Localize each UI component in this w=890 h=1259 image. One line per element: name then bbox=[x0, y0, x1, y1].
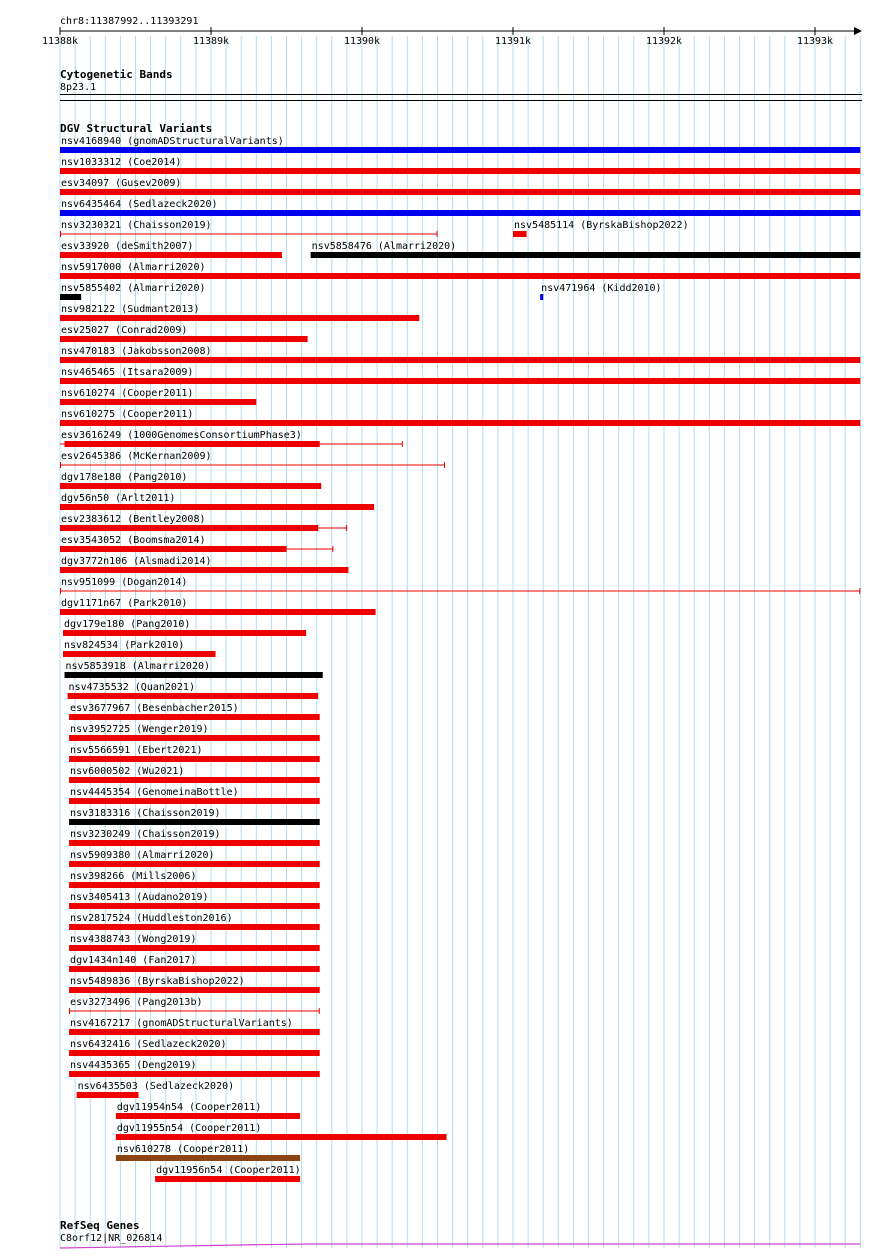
dgv-feature-label: dgv1171n67 (Park2010) bbox=[61, 598, 188, 609]
dgv-feature-bar[interactable] bbox=[116, 1134, 447, 1140]
dgv-feature-bar[interactable] bbox=[69, 987, 320, 993]
dgv-feature-label: nsv5858476 (Almarri2020) bbox=[311, 241, 457, 252]
dgv-feature[interactable] bbox=[60, 304, 419, 321]
dgv-feature[interactable] bbox=[69, 934, 320, 951]
refseq-gene-label[interactable]: C8orf12|NR_026814 bbox=[60, 1233, 163, 1244]
dgv-feature[interactable] bbox=[116, 1102, 300, 1119]
dgv-feature[interactable] bbox=[69, 1018, 320, 1035]
coordinate-label: chr8:11387992..11393291 bbox=[60, 16, 199, 27]
dgv-feature[interactable] bbox=[69, 871, 320, 888]
dgv-feature-bar[interactable] bbox=[69, 798, 320, 804]
ruler-track bbox=[42, 16, 862, 47]
dgv-feature-label: nsv6432416 (Sedlazeck2020) bbox=[70, 1039, 227, 1050]
dgv-feature-label: esv3616249 (1000GenomesConsortiumPhase3) bbox=[61, 430, 302, 441]
dgv-feature[interactable] bbox=[68, 682, 319, 699]
dgv-feature-bar[interactable] bbox=[60, 273, 860, 279]
dgv-feature-bar[interactable] bbox=[60, 315, 419, 321]
dgv-feature-label: esv25027 (Conrad2009) bbox=[61, 325, 188, 336]
dgv-feature-bar[interactable] bbox=[69, 819, 320, 825]
dgv-feature-label: nsv3952725 (Wenger2019) bbox=[70, 724, 209, 735]
dgv-feature-label: nsv471964 (Kidd2010) bbox=[541, 283, 662, 294]
dgv-feature-label: nsv6435464 (Sedlazeck2020) bbox=[61, 199, 218, 210]
dgv-feature[interactable] bbox=[69, 976, 320, 993]
dgv-feature-bar[interactable] bbox=[311, 252, 861, 258]
dgv-feature[interactable] bbox=[60, 283, 206, 300]
dgv-feature[interactable] bbox=[60, 262, 860, 279]
dgv-feature-label: nsv470183 (Jakobsson2008) bbox=[61, 346, 212, 357]
dgv-feature[interactable] bbox=[69, 787, 320, 804]
dgv-feature-label: nsv4445354 (GenomeinaBottle) bbox=[70, 787, 239, 798]
dgv-feature-label: nsv5566591 (Ebert2021) bbox=[70, 745, 203, 756]
dgv-feature[interactable] bbox=[60, 178, 860, 195]
refseq-track bbox=[60, 1219, 860, 1248]
dgv-feature-label: esv2383612 (Bentley2008) bbox=[61, 514, 206, 525]
refseq-track-title: RefSeq Genes bbox=[60, 1219, 140, 1232]
dgv-feature[interactable] bbox=[60, 367, 860, 384]
dgv-feature-label: dgv3772n106 (Alsmadi2014) bbox=[61, 556, 212, 567]
dgv-feature-bar[interactable] bbox=[540, 294, 543, 300]
dgv-feature[interactable] bbox=[69, 997, 320, 1014]
dgv-features bbox=[60, 136, 860, 1182]
dgv-track bbox=[60, 122, 860, 1182]
dgv-feature[interactable] bbox=[69, 808, 320, 825]
dgv-feature[interactable] bbox=[69, 850, 320, 867]
dgv-feature-label: nsv5909380 (Almarri2020) bbox=[70, 850, 215, 861]
dgv-feature[interactable] bbox=[60, 388, 256, 405]
dgv-feature-label: nsv4435365 (Deng2019) bbox=[70, 1060, 197, 1071]
dgv-feature-label: nsv3230249 (Chaisson2019) bbox=[70, 829, 221, 840]
dgv-feature-bar[interactable] bbox=[60, 504, 374, 510]
dgv-feature[interactable] bbox=[513, 220, 689, 237]
dgv-feature[interactable] bbox=[60, 199, 860, 216]
dgv-feature-bar[interactable] bbox=[513, 231, 527, 237]
dgv-feature-bar[interactable] bbox=[155, 1176, 300, 1182]
dgv-feature-bar[interactable] bbox=[116, 1113, 300, 1119]
dgv-feature-bar[interactable] bbox=[60, 609, 376, 615]
dgv-feature[interactable] bbox=[60, 472, 321, 489]
dgv-feature[interactable] bbox=[60, 325, 308, 342]
ruler-tick-label: 11390k bbox=[343, 36, 381, 47]
dgv-feature[interactable] bbox=[116, 1123, 447, 1140]
dgv-feature-label: esv34097 (Gusev2009) bbox=[61, 178, 182, 189]
dgv-feature-label: esv3273496 (Pang2013b) bbox=[70, 997, 203, 1008]
dgv-feature[interactable] bbox=[60, 493, 374, 510]
dgv-feature-bar[interactable] bbox=[69, 840, 320, 846]
dgv-feature-bar[interactable] bbox=[69, 1029, 320, 1035]
dgv-feature[interactable] bbox=[60, 535, 333, 552]
dgv-feature[interactable] bbox=[60, 346, 860, 363]
dgv-feature-label: nsv3230321 (Chaisson2019) bbox=[61, 220, 212, 231]
dgv-feature-bar[interactable] bbox=[60, 336, 308, 342]
dgv-feature[interactable] bbox=[311, 241, 861, 258]
ruler-tick-label: 11391k bbox=[494, 36, 532, 47]
dgv-feature[interactable] bbox=[60, 220, 438, 237]
dgv-feature[interactable] bbox=[60, 577, 860, 594]
dgv-feature[interactable] bbox=[60, 409, 860, 426]
dgv-feature-bar[interactable] bbox=[69, 714, 320, 720]
dgv-feature-label: nsv3405413 (Audano2019) bbox=[70, 892, 209, 903]
ruler-tick-label: 11389k bbox=[192, 36, 230, 47]
dgv-feature[interactable] bbox=[116, 1144, 300, 1161]
dgv-feature[interactable] bbox=[60, 136, 860, 153]
dgv-feature-label: nsv610278 (Cooper2011) bbox=[116, 1144, 250, 1155]
dgv-feature[interactable] bbox=[69, 913, 320, 930]
dgv-feature-bar[interactable] bbox=[69, 1071, 320, 1077]
dgv-feature-label: esv3543052 (Boomsma2014) bbox=[61, 535, 206, 546]
dgv-feature-bar[interactable] bbox=[60, 420, 860, 426]
dgv-feature-label: nsv4168940 (gnomADStructuralVariants) bbox=[61, 136, 284, 147]
dgv-feature[interactable] bbox=[69, 724, 320, 741]
dgv-feature-bar[interactable] bbox=[116, 1155, 300, 1161]
dgv-feature-label: nsv610275 (Cooper2011) bbox=[61, 409, 194, 420]
dgv-feature[interactable] bbox=[60, 430, 403, 447]
dgv-feature-bar[interactable] bbox=[77, 1092, 139, 1098]
dgv-feature-bar[interactable] bbox=[63, 651, 216, 657]
dgv-feature-label: nsv398266 (Mills2006) bbox=[70, 871, 197, 882]
dgv-feature-bar[interactable] bbox=[60, 294, 81, 300]
dgv-feature[interactable] bbox=[69, 703, 320, 720]
dgv-feature-label: dgv178e180 (Pang2010) bbox=[61, 472, 188, 483]
dgv-feature-label: nsv5485114 (ByrskaBishop2022) bbox=[514, 220, 689, 231]
dgv-feature-bar[interactable] bbox=[60, 357, 860, 363]
dgv-feature[interactable] bbox=[69, 1039, 320, 1056]
ruler-tick-label: 11393k bbox=[796, 36, 834, 47]
dgv-feature-label: nsv1033312 (Coe2014) bbox=[61, 157, 182, 168]
dgv-feature-bar[interactable] bbox=[65, 441, 320, 447]
ruler-arrow-icon bbox=[854, 27, 862, 35]
dgv-feature-bar[interactable] bbox=[69, 1050, 320, 1056]
dgv-feature-label: dgv179e180 (Pang2010) bbox=[64, 619, 191, 630]
dgv-feature-bar[interactable] bbox=[69, 924, 320, 930]
dgv-feature[interactable] bbox=[69, 1060, 320, 1077]
dgv-feature-bar[interactable] bbox=[69, 966, 320, 972]
dgv-feature-bar[interactable] bbox=[60, 378, 860, 384]
dgv-feature-label: nsv824534 (Park2010) bbox=[64, 640, 185, 651]
dgv-feature[interactable] bbox=[69, 829, 320, 846]
dgv-feature-bar[interactable] bbox=[60, 399, 256, 405]
dgv-feature-label: nsv5489836 (ByrskaBishop2022) bbox=[70, 976, 245, 987]
dgv-feature-bar[interactable] bbox=[69, 777, 320, 783]
dgv-feature-bar[interactable] bbox=[69, 903, 320, 909]
dgv-feature-bar[interactable] bbox=[69, 861, 320, 867]
dgv-feature-label: nsv6435503 (Sedlazeck2020) bbox=[77, 1081, 235, 1092]
dgv-feature[interactable] bbox=[60, 241, 282, 258]
dgv-feature[interactable] bbox=[65, 661, 323, 678]
dgv-feature[interactable] bbox=[69, 745, 320, 762]
dgv-feature-bar[interactable] bbox=[60, 168, 860, 174]
dgv-feature[interactable] bbox=[63, 640, 216, 657]
dgv-feature-label: nsv951099 (Dogan2014) bbox=[61, 577, 188, 588]
dgv-feature[interactable] bbox=[69, 955, 320, 972]
dgv-feature-bar[interactable] bbox=[60, 525, 318, 531]
cytoband-label: 8p23.1 bbox=[60, 82, 97, 93]
dgv-feature-label: dgv11954n54 (Cooper2011) bbox=[116, 1102, 262, 1113]
dgv-feature[interactable] bbox=[60, 157, 860, 174]
dgv-feature-bar[interactable] bbox=[60, 483, 321, 489]
dgv-feature-label: nsv3183316 (Chaisson2019) bbox=[70, 808, 221, 819]
dgv-feature-bar[interactable] bbox=[60, 567, 348, 573]
dgv-feature-label: esv3677967 (Besenbacher2015) bbox=[70, 703, 239, 714]
dgv-feature-label: nsv4167217 (gnomADStructuralVariants) bbox=[70, 1018, 293, 1029]
dgv-feature-bar[interactable] bbox=[60, 147, 860, 153]
cytoband-track-title: Cytogenetic Bands bbox=[60, 68, 173, 81]
dgv-feature[interactable] bbox=[60, 598, 376, 615]
dgv-feature-label: esv2645386 (McKernan2009) bbox=[61, 451, 212, 462]
dgv-feature-label: dgv1434n140 (Fan2017) bbox=[70, 955, 197, 966]
dgv-track-title: DGV Structural Variants bbox=[60, 122, 213, 135]
dgv-feature-label: dgv11955n54 (Cooper2011) bbox=[116, 1123, 262, 1134]
dgv-feature[interactable] bbox=[60, 514, 347, 531]
dgv-feature-bar[interactable] bbox=[69, 945, 320, 951]
dgv-feature[interactable] bbox=[69, 892, 320, 909]
dgv-feature-bar[interactable] bbox=[60, 210, 860, 216]
dgv-feature-label: nsv4388743 (Wong2019) bbox=[70, 934, 197, 945]
dgv-feature-label: dgv11956n54 (Cooper2011) bbox=[156, 1165, 301, 1176]
dgv-feature-label: nsv2817524 (Huddleston2016) bbox=[70, 913, 233, 924]
ruler-tick-label: 11392k bbox=[645, 36, 683, 47]
dgv-feature-label: nsv5917000 (Almarri2020) bbox=[61, 262, 206, 273]
dgv-feature-bar[interactable] bbox=[68, 693, 319, 699]
dgv-feature-label: nsv4735532 (Quan2021) bbox=[68, 682, 195, 693]
dgv-feature-label: nsv6000502 (Wu2021) bbox=[70, 766, 185, 777]
dgv-feature[interactable] bbox=[155, 1165, 301, 1182]
dgv-feature[interactable] bbox=[63, 619, 306, 636]
dgv-feature-label: dgv56n50 (Arlt2011) bbox=[61, 493, 176, 504]
dgv-feature-label: nsv5855402 (Almarri2020) bbox=[61, 283, 206, 294]
dgv-feature-bar[interactable] bbox=[69, 882, 320, 888]
dgv-feature-bar[interactable] bbox=[69, 756, 320, 762]
dgv-feature-bar[interactable] bbox=[69, 735, 320, 741]
dgv-feature[interactable] bbox=[60, 556, 348, 573]
dgv-feature-label: nsv465465 (Itsara2009) bbox=[61, 367, 194, 378]
dgv-feature-label: nsv982122 (Sudmant2013) bbox=[61, 304, 200, 315]
dgv-feature-label: nsv5853918 (Almarri2020) bbox=[65, 661, 211, 672]
dgv-feature-bar[interactable] bbox=[60, 546, 287, 552]
dgv-feature[interactable] bbox=[60, 451, 445, 468]
dgv-feature-bar[interactable] bbox=[63, 630, 306, 636]
refseq-gene-feature[interactable] bbox=[60, 1244, 860, 1248]
dgv-feature-bar[interactable] bbox=[60, 189, 860, 195]
dgv-feature-bar[interactable] bbox=[60, 252, 282, 258]
ruler-tick-label: 11388k bbox=[41, 36, 79, 47]
dgv-feature-label: esv33920 (deSmith2007) bbox=[61, 241, 194, 252]
dgv-feature-bar[interactable] bbox=[65, 672, 323, 678]
dgv-feature[interactable] bbox=[69, 766, 320, 783]
dgv-feature-label: nsv610274 (Cooper2011) bbox=[61, 388, 194, 399]
